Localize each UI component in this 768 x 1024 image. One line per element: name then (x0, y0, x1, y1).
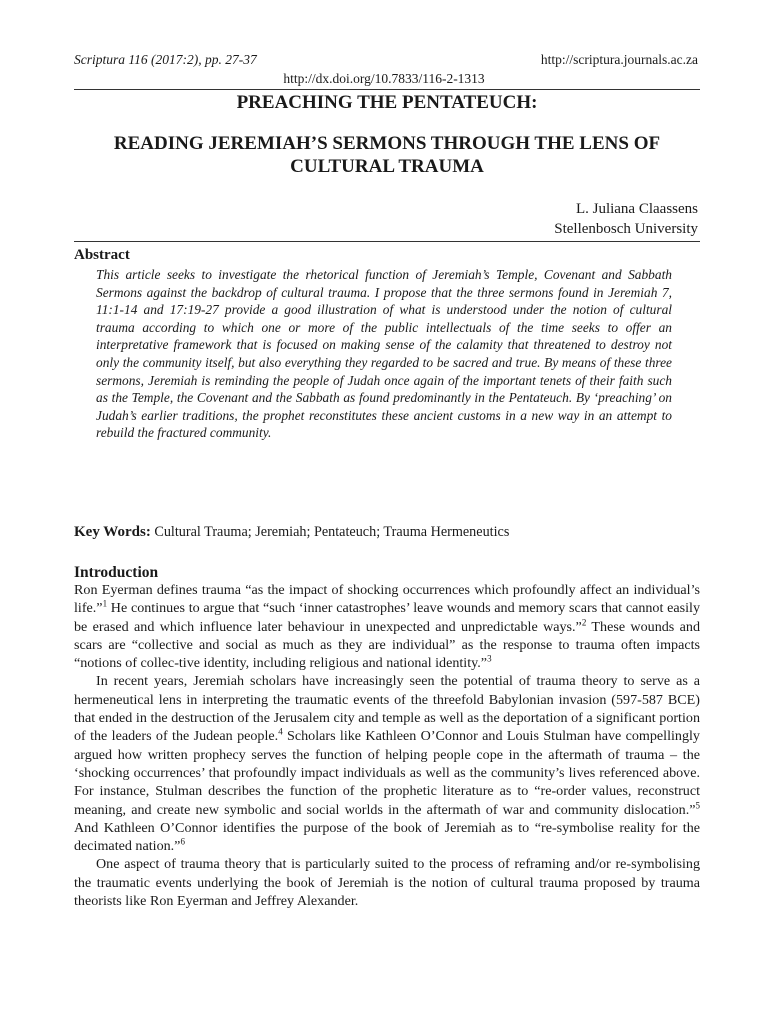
journal-citation: Scriptura 116 (2017:2), pp. 27-37 (74, 52, 257, 67)
p2-text-c: And Kathleen O’Connor identifies the purpose of the book of Jeremiah as to “re-symbolise reality for the decimated nation.” (74, 819, 700, 855)
footnote-ref-4[interactable]: 4 (278, 726, 283, 737)
footnote-ref-5[interactable]: 5 (695, 799, 700, 810)
introduction-heading: Introduction (74, 564, 159, 581)
header-divider (74, 89, 700, 90)
keywords (74, 524, 509, 541)
author-name: L. Juliana Claassens (575, 201, 698, 217)
doi-link[interactable]: http://dx.doi.org/10.7833/116-2-1313 (283, 71, 485, 86)
affiliation-underline (74, 241, 700, 242)
paragraph-3: One aspect of trauma theory that is particularly suited to the process of reframing and/or re-symbolising the traumatic events underlying the book of Jeremiah is the notion of cultural trauma proposed by trauma theorists like Ron Eyerman and Jeffrey Alexander. (74, 856, 700, 910)
footnote-ref-6[interactable]: 6 (180, 836, 185, 847)
keywords-label: Key Words: (74, 524, 151, 540)
p2-text-a: In recent years, Jeremiah scholars have increasingly seen the potential of trauma theory to serve as a hermeneutical lens in interpreting the traumatic events of the threefold Babylonian invasion (597-587 BCE) that ended in the destruction of the Jerusalem city and temple as well as the deportation of a significant portion of the leaders of the Judean people. (74, 673, 700, 745)
p1-text-a: Ron Eyerman defines trauma “as the impact of shocking occurrences which profoundly affect an individual’s life.” (74, 582, 700, 617)
p2-text-b: Scholars like Kathleen O’Connor and Louis Stulman have compellingly argued how written prophecy serves the function of helping people cope in the aftermath of trauma – the ‘shocking occurrences’ that profoundly impact individuals as well as the community’s lives referenced above. For instance, Stulman describes the function of the prophetic literature as to “re-order values, reconstruct meaning, and create new symbolic and social worlds in the aftermath of war and community dislocation.” (74, 728, 700, 818)
abstract-heading: Abstract (74, 247, 130, 263)
paragraph-1 (74, 581, 700, 672)
p1-text-b: He continues to argue that “such ‘inner catastrophes’ leave wounds and memory scars that cannot easily be erased and which influence later behaviour in unexpected and unpredictable ways.” (74, 600, 700, 635)
abstract-text: This article seeks to investigate the rhetorical function of Jeremiah’s Temple, Covenant and Sabbath Sermons against the backdrop of cultural trauma. I propose that the three sermons found in Jeremiah 7, 11:1-14 and 17:19-27 provide a good illustration of what is understood under the notion of cultural trauma according to which one or more of the public intellectuals of the time seeks to offer an interpretative framework that is focused on making sense of the calamity that threatened to destroy not only the community itself, but also everything they regarded to be sacred and true. By means of these three sermons, Jeremiah is reminding the people of Judah once again of the important tenets of their faith such as the Temple, the Covenant and the Sabbath as found predominantly in the Pentateuch. By ‘preaching’ on Judah’s earlier traditions, the prophet reconstitutes these ancient customs in a new way in an attempt to rebuild the fractured community. (96, 267, 672, 441)
footnote-ref-2[interactable]: 2 (581, 616, 587, 627)
footnote-ref-1[interactable]: 1 (102, 598, 108, 609)
introduction-body (74, 581, 700, 910)
journal-url[interactable]: http://scriptura.journals.ac.za (540, 52, 698, 67)
title-line-2: READING JEREMIAH’S SERMONS THROUGH THE LENS OF CULTURAL TRAUMA (113, 133, 661, 177)
keywords-text: Cultural Trauma; Jeremiah; Pentateuch; Trauma Hermeneutics (154, 524, 510, 540)
footnote-ref-3[interactable]: 3 (487, 653, 492, 664)
paragraph-2 (74, 672, 700, 855)
p1-text-c: These wounds and scars are “collective and social as much as they are individual” as the response to trauma often impacts “notions of collec-tive identity, including religious and national identity.” (74, 618, 700, 672)
author-affiliation: Stellenbosch University (554, 221, 698, 237)
title-line-1: PREACHING THE PENTATEUCH: (236, 92, 538, 113)
